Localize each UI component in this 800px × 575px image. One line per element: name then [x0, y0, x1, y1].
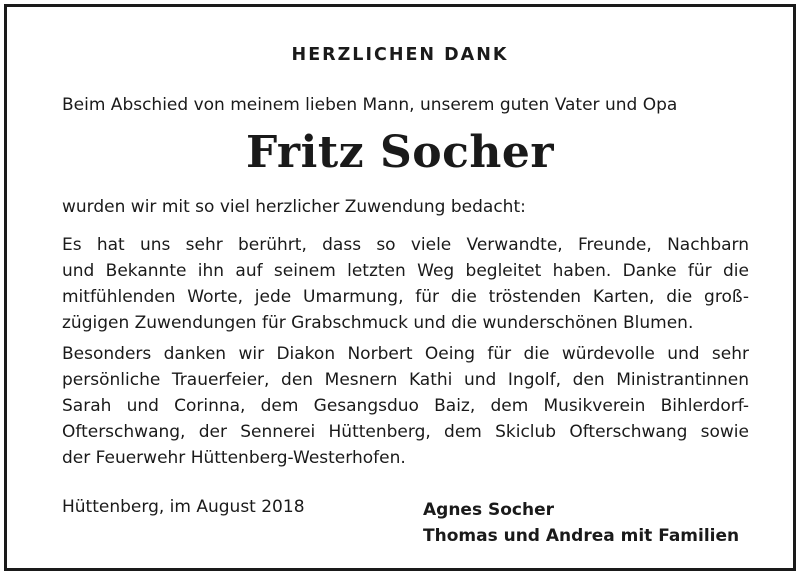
- paragraph-special-thanks: [62, 341, 749, 471]
- signer-name: Agnes Socher: [423, 500, 555, 520]
- deceased-name: Fritz Socher: [245, 127, 555, 178]
- intro-line: Beim Abschied von meinem lieben Mann, unserem guten Vater und Opa: [62, 95, 678, 115]
- paragraph-line: Sarah und Corinna, dem Gesangsduo Baiz, dem Musikverein Bihlerdorf-: [62, 396, 749, 416]
- paragraph-line: Ofterschwang, der Sennerei Hüttenberg, dem Skiclub Ofterschwang sowie: [62, 422, 749, 442]
- paragraph-line: Besonders danken wir Diakon Norbert Oeing für die würdevolle und sehr: [62, 344, 749, 364]
- signer-name: Thomas und Andrea mit Familien: [423, 526, 740, 546]
- paragraph-line: und Bekannte ihn auf seinem letzten Weg begleitet haben. Danke für die: [62, 261, 749, 281]
- paragraph-line: Es hat uns sehr berührt, dass so viele Verwandte, Freunde, Nachbarn: [62, 235, 749, 255]
- signers: [423, 497, 739, 549]
- paragraph-line: persönliche Trauerfeier, den Mesnern Kathi und Ingolf, den Ministrantinnen: [62, 370, 749, 390]
- paragraph-line: mitfühlenden Worte, jede Umarmung, für die tröstenden Karten, die groß-: [62, 287, 749, 307]
- paragraph-line: der Feuerwehr Hüttenberg-Westerhofen.: [62, 448, 406, 468]
- obituary-thank-you-notice: [7, 7, 793, 568]
- paragraph-line: zügigen Zuwendungen für Grabschmuck und die wunderschönen Blumen.: [62, 313, 694, 333]
- place-date: Hüttenberg, im August 2018: [62, 497, 305, 517]
- notice-frame: [4, 4, 796, 571]
- paragraph-gratitude: [62, 232, 749, 336]
- notice-heading: HERZLICHEN DANK: [291, 45, 509, 65]
- thanks-line: wurden wir mit so viel herzlicher Zuwendung bedacht:: [62, 197, 526, 217]
